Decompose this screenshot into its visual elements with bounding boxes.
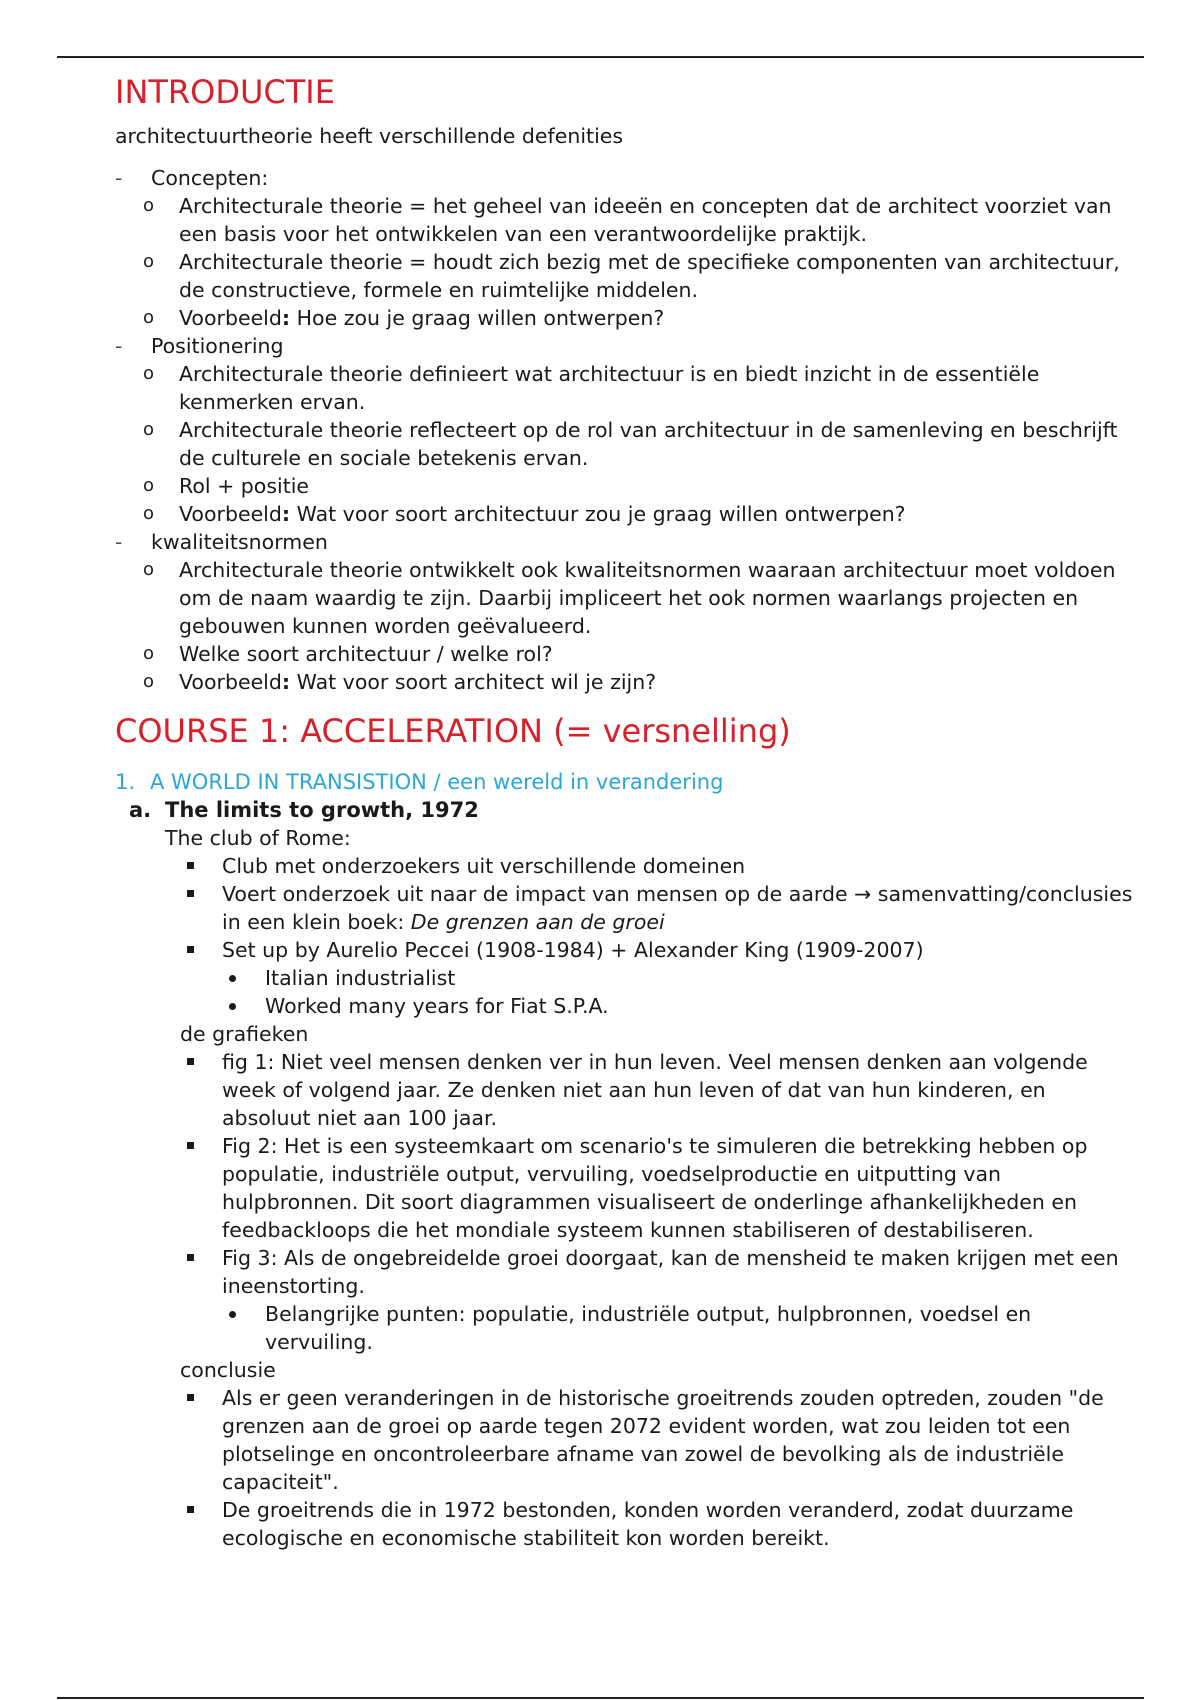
fig3-sublist xyxy=(115,1300,1135,1356)
circle-bullet: o xyxy=(143,307,155,328)
list-item xyxy=(115,1300,1135,1356)
item-text: Architecturale theorie reflecteert op de rol van architectuur in de samenleving en beschrijft de culturele en sociale betekenis ervan. xyxy=(179,418,1118,470)
item-text: Belangrijke punten: populatie, industriële output, hulpbronnen, voedsel en vervuiling. xyxy=(265,1302,1032,1354)
square-bullet xyxy=(187,1394,194,1401)
list-item xyxy=(115,332,1135,528)
circle-bullet: o xyxy=(143,671,155,692)
circle-bullet: o xyxy=(143,643,155,664)
grafieken-label: de grafieken xyxy=(180,1022,309,1046)
list-item xyxy=(115,880,1135,936)
list-item xyxy=(115,936,1135,964)
list-item xyxy=(115,1048,1135,1132)
section-title: A WORLD IN TRANSISTION / een wereld in verandering xyxy=(150,770,724,794)
top-rule xyxy=(57,56,1144,58)
circle-bullet: o xyxy=(143,419,155,440)
item-text: Fig 2: Het is een systeemkaart om scenario's te simuleren die betrekking hebben op populatie, industriële output, vervuiling, voedselproductie en uitputting van hulpbronnen. Dit soort diagrammen visualiseert de onderlinge afhankelijkheden en feedbackloops die het mondiale systeem kunnen stabiliseren of destabiliseren. xyxy=(222,1134,1088,1242)
list-item xyxy=(115,964,1135,992)
bottom-rule xyxy=(57,1697,1144,1699)
dash-bullet: - xyxy=(115,166,123,190)
item-text: Club met onderzoekers uit verschillende domeinen xyxy=(222,854,746,878)
item-text: Architecturale theorie definieert wat architectuur is en biedt inzicht in de essentiële kenmerken ervan. xyxy=(179,362,1040,414)
example-label: Voorbeeld xyxy=(179,306,282,330)
sublist xyxy=(143,192,1135,332)
dash-bullet: - xyxy=(115,530,123,554)
circle-bullet: o xyxy=(143,503,155,524)
list-item xyxy=(115,472,1135,500)
example-label: Voorbeeld xyxy=(179,670,282,694)
list-item xyxy=(115,416,1135,472)
example-text: Wat voor soort architect wil je zijn? xyxy=(290,670,657,694)
list-item xyxy=(115,640,1135,668)
section-label: Positionering xyxy=(151,334,284,358)
subsection-letter: a. xyxy=(129,798,152,822)
square-bullet xyxy=(187,946,194,953)
sublist xyxy=(143,360,1135,528)
example-label: Voorbeeld xyxy=(179,502,282,526)
example-text: Hoe zou je graag willen ontwerpen? xyxy=(290,306,665,330)
example-colon: : xyxy=(281,670,291,694)
item-text: fig 1: Niet veel mensen denken ver in hun leven. Veel mensen denken aan volgende week of volgend jaar. Ze denken niet aan hun leven of dat van hun kinderen, en absoluut niet aan 100 jaar. xyxy=(222,1050,1088,1130)
square-bullet xyxy=(187,862,194,869)
subsection-title: The limits to growth, 1972 xyxy=(165,798,479,822)
section-heading xyxy=(115,768,1135,796)
circle-bullet: o xyxy=(143,475,155,496)
club-label: The club of Rome: xyxy=(165,826,351,850)
list-item xyxy=(115,500,1135,528)
course1-heading: COURSE 1: ACCELERATION (= versnelling) xyxy=(115,712,791,750)
item-text: Worked many years for Fiat S.P.A. xyxy=(265,994,609,1018)
circle-bullet: o xyxy=(143,363,155,384)
square-bullet xyxy=(187,1142,194,1149)
intro-line: architectuurtheorie heeft verschillende defenities xyxy=(115,124,624,148)
grafieken-list xyxy=(115,1048,1135,1300)
book-title: De grenzen aan de groei xyxy=(410,910,665,934)
list-item xyxy=(115,1132,1135,1244)
item-text: Italian industrialist xyxy=(265,966,456,990)
item-text: Architecturale theorie = houdt zich bezig met de specifieke componenten van architectuur, de constructieve, formele en ruimtelijke middelen. xyxy=(179,250,1120,302)
list-item xyxy=(115,304,1135,332)
example-colon: : xyxy=(281,502,291,526)
item-text: De groeitrends die in 1972 bestonden, konden worden veranderd, zodat duurzame ecologische en economische stabiliteit kon worden bereikt. xyxy=(222,1498,1074,1550)
list-item xyxy=(115,164,1135,332)
section-label: kwaliteitsnormen xyxy=(151,530,328,554)
sublist xyxy=(143,556,1135,696)
example-colon: : xyxy=(281,306,291,330)
list-item xyxy=(115,192,1135,248)
section-number: 1. xyxy=(115,770,136,794)
square-bullet xyxy=(187,1254,194,1261)
list-item xyxy=(115,1496,1135,1552)
list-item xyxy=(115,992,1135,1020)
item-text: Rol + positie xyxy=(179,474,310,498)
intro-heading: INTRODUCTIE xyxy=(115,73,335,111)
list-item xyxy=(115,360,1135,416)
subsection-heading xyxy=(129,796,1135,824)
circle-bullet: o xyxy=(143,251,155,272)
item-text: Architecturale theorie ontwikkelt ook kwaliteitsnormen waaraan architectuur moet voldoen om de naam waardig te zijn. Daarbij impliceert het ook normen waarlangs projecten en gebouwen kunnen worden geëvalueerd. xyxy=(179,558,1116,638)
document-page xyxy=(115,70,1135,1552)
circle-bullet: o xyxy=(143,195,155,216)
conclusie-list xyxy=(115,1384,1135,1552)
item-text: Architecturale theorie = het geheel van ideeën en concepten dat de architect voorziet van een basis voor het ontwikkelen van een verantwoordelijke praktijk. xyxy=(179,194,1112,246)
list-item xyxy=(115,556,1135,640)
dash-bullet: - xyxy=(115,334,123,358)
dot-bullet xyxy=(229,1003,236,1010)
square-bullet xyxy=(187,1506,194,1513)
item-text: Fig 3: Als de ongebreidelde groei doorgaat, kan de mensheid te maken krijgen met een ineenstorting. xyxy=(222,1246,1119,1298)
list-item xyxy=(115,1384,1135,1496)
square-bullet xyxy=(187,1058,194,1065)
item-text: Als er geen veranderingen in de historische groeitrends zouden optreden, zouden "de grenzen aan de groei op aarde tegen 2072 evident worden, wat zou leiden tot een plotselinge en oncontroleerbare afname van zowel de bevolking als de industriële capaciteit". xyxy=(222,1386,1104,1494)
list-item xyxy=(115,248,1135,304)
item-text: Voert onderzoek uit naar de impact van mensen op de aarde → samenvatting/conclusies in een klein boek: xyxy=(222,882,1133,934)
list-item xyxy=(115,528,1135,696)
example-text: Wat voor soort architectuur zou je graag willen ontwerpen? xyxy=(290,502,906,526)
list-item xyxy=(115,852,1135,880)
dot-bullet xyxy=(229,1311,236,1318)
section-label: Concepten: xyxy=(151,166,269,190)
list-item xyxy=(115,668,1135,696)
conclusie-label: conclusie xyxy=(180,1358,276,1382)
founder-sublist xyxy=(115,964,1135,1020)
circle-bullet: o xyxy=(143,559,155,580)
dot-bullet xyxy=(229,975,236,982)
intro-list xyxy=(115,164,1135,696)
square-bullet xyxy=(187,890,194,897)
list-item xyxy=(115,1244,1135,1300)
item-text: Set up by Aurelio Peccei (1908-1984) + Alexander King (1909-2007) xyxy=(222,938,924,962)
item-text: Welke soort architectuur / welke rol? xyxy=(179,642,553,666)
club-list xyxy=(115,852,1135,964)
